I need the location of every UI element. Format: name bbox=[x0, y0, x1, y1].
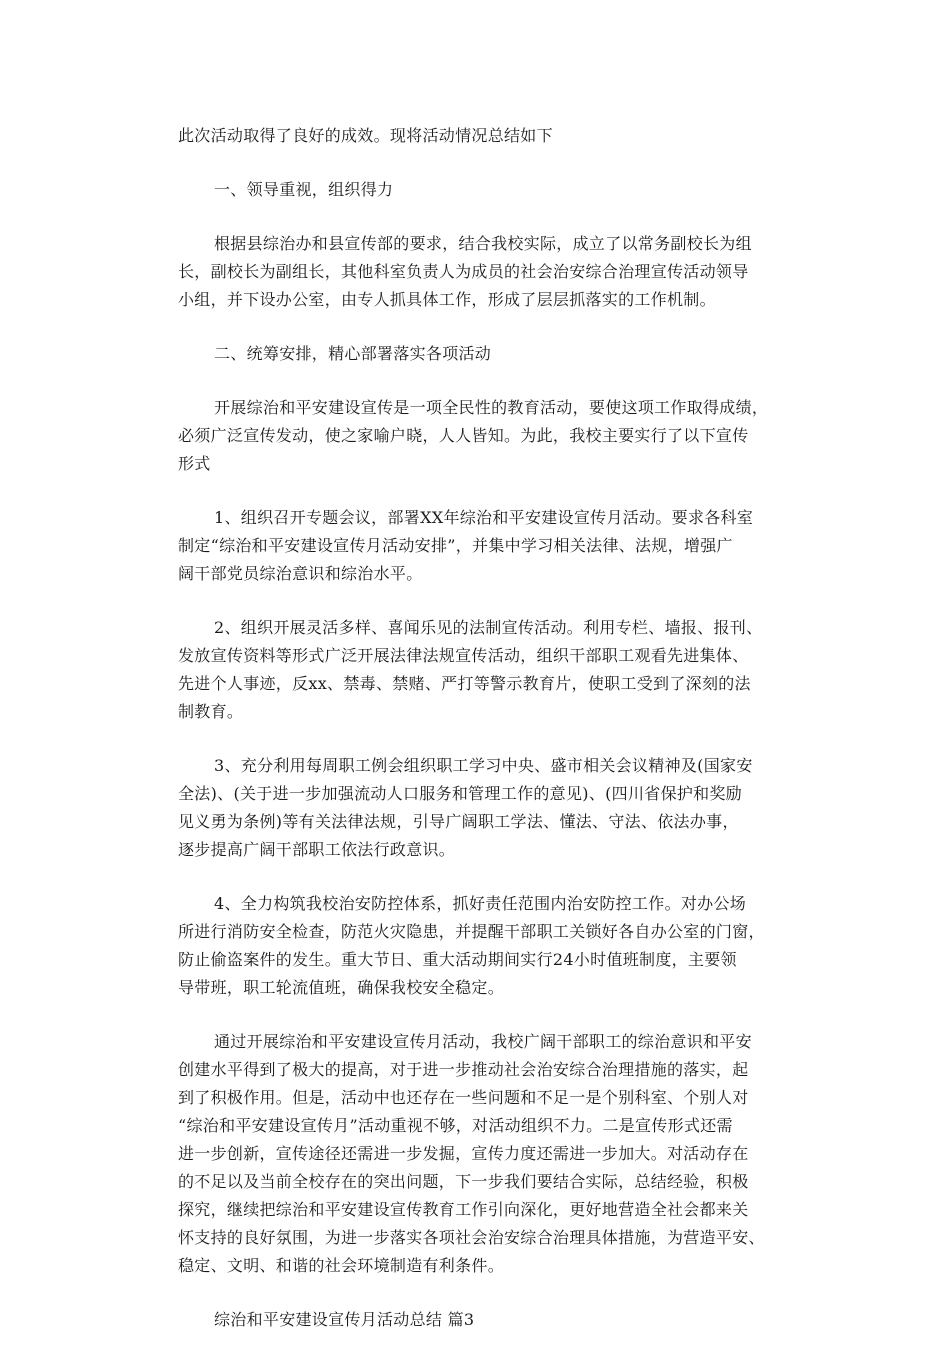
paragraph-publicity bbox=[178, 394, 776, 478]
text-line: 所进行消防安全检查，防范火灾隐患，并提醒干部职工关锁好各自办公室的门窗， bbox=[178, 922, 765, 941]
text-line: 稳定、文明、和谐的社会环境制造有利条件。 bbox=[178, 1256, 505, 1275]
text-line: 探究，继续把综治和平安建设宣传教育工作引向深化，更好地营造全社会都来关 bbox=[178, 1200, 749, 1219]
text-line: 根据县综治办和县宣传部的要求，结合我校实际，成立了以常务副校长为组 bbox=[214, 234, 752, 253]
text-line: 必须广泛宣传发动，使之家喻户晓，人人皆知。为此，我校主要实行了以下宣传 bbox=[178, 426, 749, 445]
text-line: 长，副校长为副组长，其他科室负责人为成员的社会治安综合治理宣传活动领导 bbox=[178, 262, 749, 281]
next-article-title bbox=[178, 1306, 776, 1334]
conclusion-paragraph bbox=[178, 1028, 776, 1280]
list-item-2 bbox=[178, 614, 776, 726]
text-line: 进一步创新，宣传途径还需进一步发掘，宣传力度还需进一步加大。对活动存在 bbox=[178, 1144, 749, 1163]
text-line: 创建水平得到了极大的提高，对于进一步推动社会治安综合治理措施的落实，起 bbox=[178, 1060, 749, 1079]
text-line: 防止偷盗案件的发生。重大节日、重大活动期间实行24小时值班制度，主要领 bbox=[178, 950, 737, 969]
paragraph-leadership bbox=[178, 230, 776, 314]
text-line: 发放宣传资料等形式广泛开展法律法规宣传活动，组织干部职工观看先进集体、 bbox=[178, 646, 749, 665]
section-heading-2 bbox=[178, 340, 776, 368]
text-line: 形式 bbox=[178, 454, 211, 473]
text-line: 逐步提高广阔干部职工依法行政意识。 bbox=[178, 840, 456, 859]
text-line: 见义勇为条例)等有关法律法规，引导广阔职工学法、懂法、守法、依法办事， bbox=[178, 812, 739, 831]
document-body bbox=[178, 122, 776, 1360]
text-line: 制教育。 bbox=[178, 702, 244, 721]
text-line: 1、组织召开专题会议，部署XX年综治和平安建设宣传月活动。要求各科室 bbox=[214, 508, 754, 527]
text-line: 怀支持的良好氛围，为进一步落实各项社会治安综合治理具体措施，为营造平安、 bbox=[178, 1228, 765, 1247]
text-line: 制定“综治和平安建设宣传月活动安排”，并集中学习相关法律、法规，增强广 bbox=[178, 536, 733, 555]
text-line: 阔干部党员综治意识和综治水平。 bbox=[178, 564, 423, 583]
text-line: 导带班，职工轮流值班，确保我校安全稳定。 bbox=[178, 978, 505, 997]
text-line: 综治和平安建设宣传月活动总结 篇3 bbox=[214, 1310, 475, 1329]
text-line: 3、充分利用每周职工例会组织职工学习中央、盛市相关会议精神及(国家安 bbox=[214, 756, 753, 775]
text-line: “综治和平安建设宣传月”活动重视不够，对活动组织不力。二是宣传形式还需 bbox=[178, 1116, 733, 1135]
text-line: 此次活动取得了良好的成效。现将活动情况总结如下 bbox=[178, 126, 553, 145]
text-line: 全法)、(关于进一步加强流动人口服务和管理工作的意见)、(四川省保护和奖励 bbox=[178, 784, 743, 803]
list-item-1 bbox=[178, 504, 776, 588]
text-line: 一、领导重视，组织得力 bbox=[214, 180, 394, 199]
text-line: 二、统筹安排，精心部署落实各项活动 bbox=[214, 344, 492, 363]
text-line: 4、全力构筑我校治安防控体系，抓好责任范围内治安防控工作。对办公场 bbox=[214, 894, 747, 913]
intro-paragraph bbox=[178, 122, 776, 150]
text-line: 开展综治和平安建设宣传是一项全民性的教育活动，要使这项工作取得成绩， bbox=[214, 398, 769, 417]
text-line: 通过开展综治和平安建设宣传月活动，我校广阔干部职工的综治意识和平安 bbox=[214, 1032, 752, 1051]
list-item-3 bbox=[178, 752, 776, 864]
text-line: 小组，并下设办公室，由专人抓具体工作，形成了层层抓落实的工作机制。 bbox=[178, 290, 716, 309]
text-line: 先进个人事迹，反xx、禁毒、禁赌、严打等警示教育片，使职工受到了深刻的法 bbox=[178, 674, 751, 693]
text-line: 2、组织开展灵活多样、喜闻乐见的法制宣传活动。利用专栏、墙报、报刊、 bbox=[214, 618, 763, 637]
text-line: 的不足以及当前全校存在的突出问题，下一步我们要结合实际，总结经验，积极 bbox=[178, 1172, 749, 1191]
section-heading-1 bbox=[178, 176, 776, 204]
list-item-4 bbox=[178, 890, 776, 1002]
text-line: 到了积极作用。但是，活动中也还存在一些问题和不足一是个别科室、个别人对 bbox=[178, 1088, 749, 1107]
